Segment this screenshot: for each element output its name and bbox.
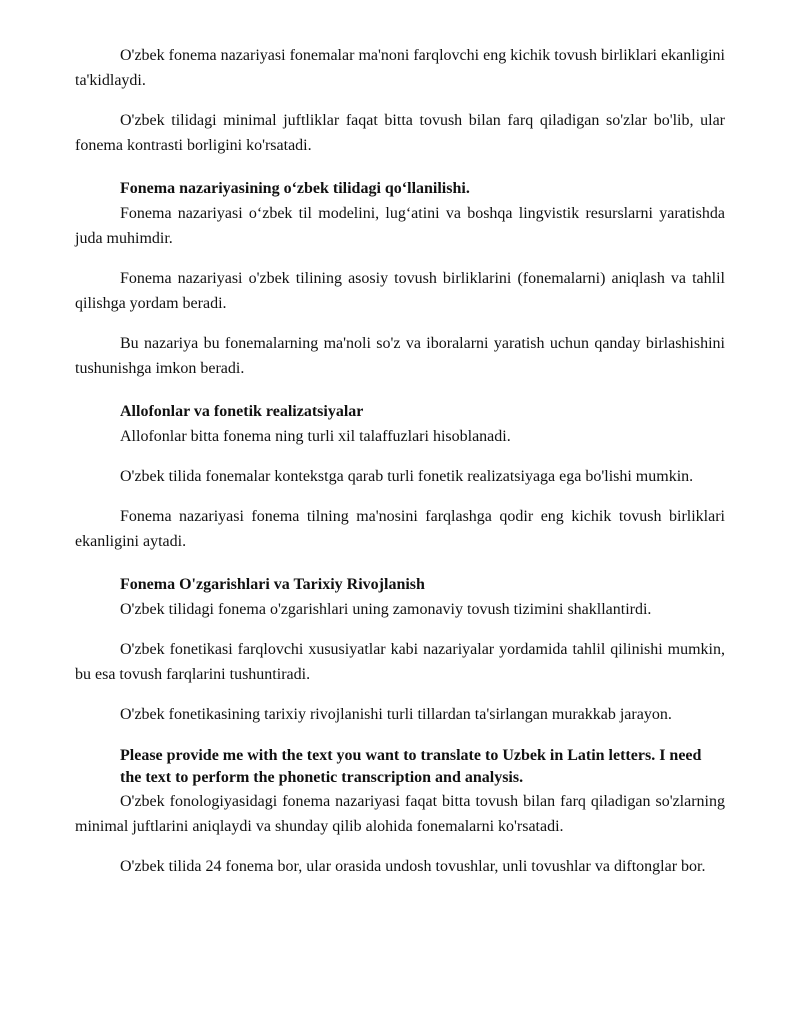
- paragraph: O'zbek tilida fonemalar kontekstga qarab turli fonetik realizatsiyaga ega bo'lishi mumkin.: [120, 468, 694, 485]
- paragraph: Allofonlar bitta fonema ning turli xil talaffuzlari hisoblanadi.: [120, 428, 511, 445]
- paragraph: O'zbek fonetikasi farqlovchi xususiyatlar kabi nazariyalar yordamida tahlil qilinishi mumkin, bu esa tovush farqlarini tushuntiradi.: [75, 641, 725, 683]
- paragraph: Fonema nazariyasi fonema tilning ma'nosini farqlashga qodir eng kichik tovush birliklari ekanligini aytadi.: [75, 508, 725, 550]
- paragraph: Bu nazariya bu fonemalarning ma'noli so'z va iboralarni yaratish uchun qanday birlashishini tushunishga imkon beradi.: [75, 335, 725, 377]
- paragraph: O'zbek tilidagi fonema o'zgarishlari uning zamonaviy tovush tizimini shakllantirdi.: [120, 601, 652, 618]
- paragraph: O'zbek tilida 24 fonema bor, ular orasida undosh tovushlar, unli tovushlar va diftonglar bor.: [120, 858, 706, 875]
- paragraph: O'zbek tilidagi minimal juftliklar faqat bitta tovush bilan farq qiladigan so'zlar bo'lib, ular fonema kontrasti borligini ko'rsatadi.: [75, 112, 725, 154]
- paragraph: Fonema nazariyasi o‘zbek til modelini, lug‘atini va boshqa lingvistik resurslarni yaratishda juda muhimdir.: [75, 205, 725, 247]
- paragraph: O'zbek fonetikasining tarixiy rivojlanishi turli tillardan ta'sirlangan murakkab jarayon.: [120, 706, 672, 723]
- paragraph: O'zbek fonema nazariyasi fonemalar ma'noni farqlovchi eng kichik tovush birliklari ekanligini ta'kidlaydi.: [75, 47, 725, 89]
- paragraph: Fonema nazariyasi o'zbek tilining asosiy tovush birliklarini (fonemalarni) aniqlash va tahlil qilishga yordam beradi.: [75, 270, 725, 312]
- section-heading: Fonema O'zgarishlari va Tarixiy Rivojlanish: [120, 576, 425, 593]
- section-heading: Please provide me with the text you want to translate to Uzbek in Latin letters. I need the text to perform the phonetic transcription and analysis.: [120, 747, 702, 786]
- section-heading: Allofonlar va fonetik realizatsiyalar: [120, 403, 364, 420]
- section-heading: Fonema nazariyasining o‘zbek tilidagi qo‘llanilishi.: [120, 180, 470, 197]
- paragraph: O'zbek fonologiyasidagi fonema nazariyasi faqat bitta tovush bilan farq qiladigan so'zlarning minimal juftlarini aniqlaydi va shunday qilib alohida fonemalarni ko'rsatadi.: [75, 793, 725, 835]
